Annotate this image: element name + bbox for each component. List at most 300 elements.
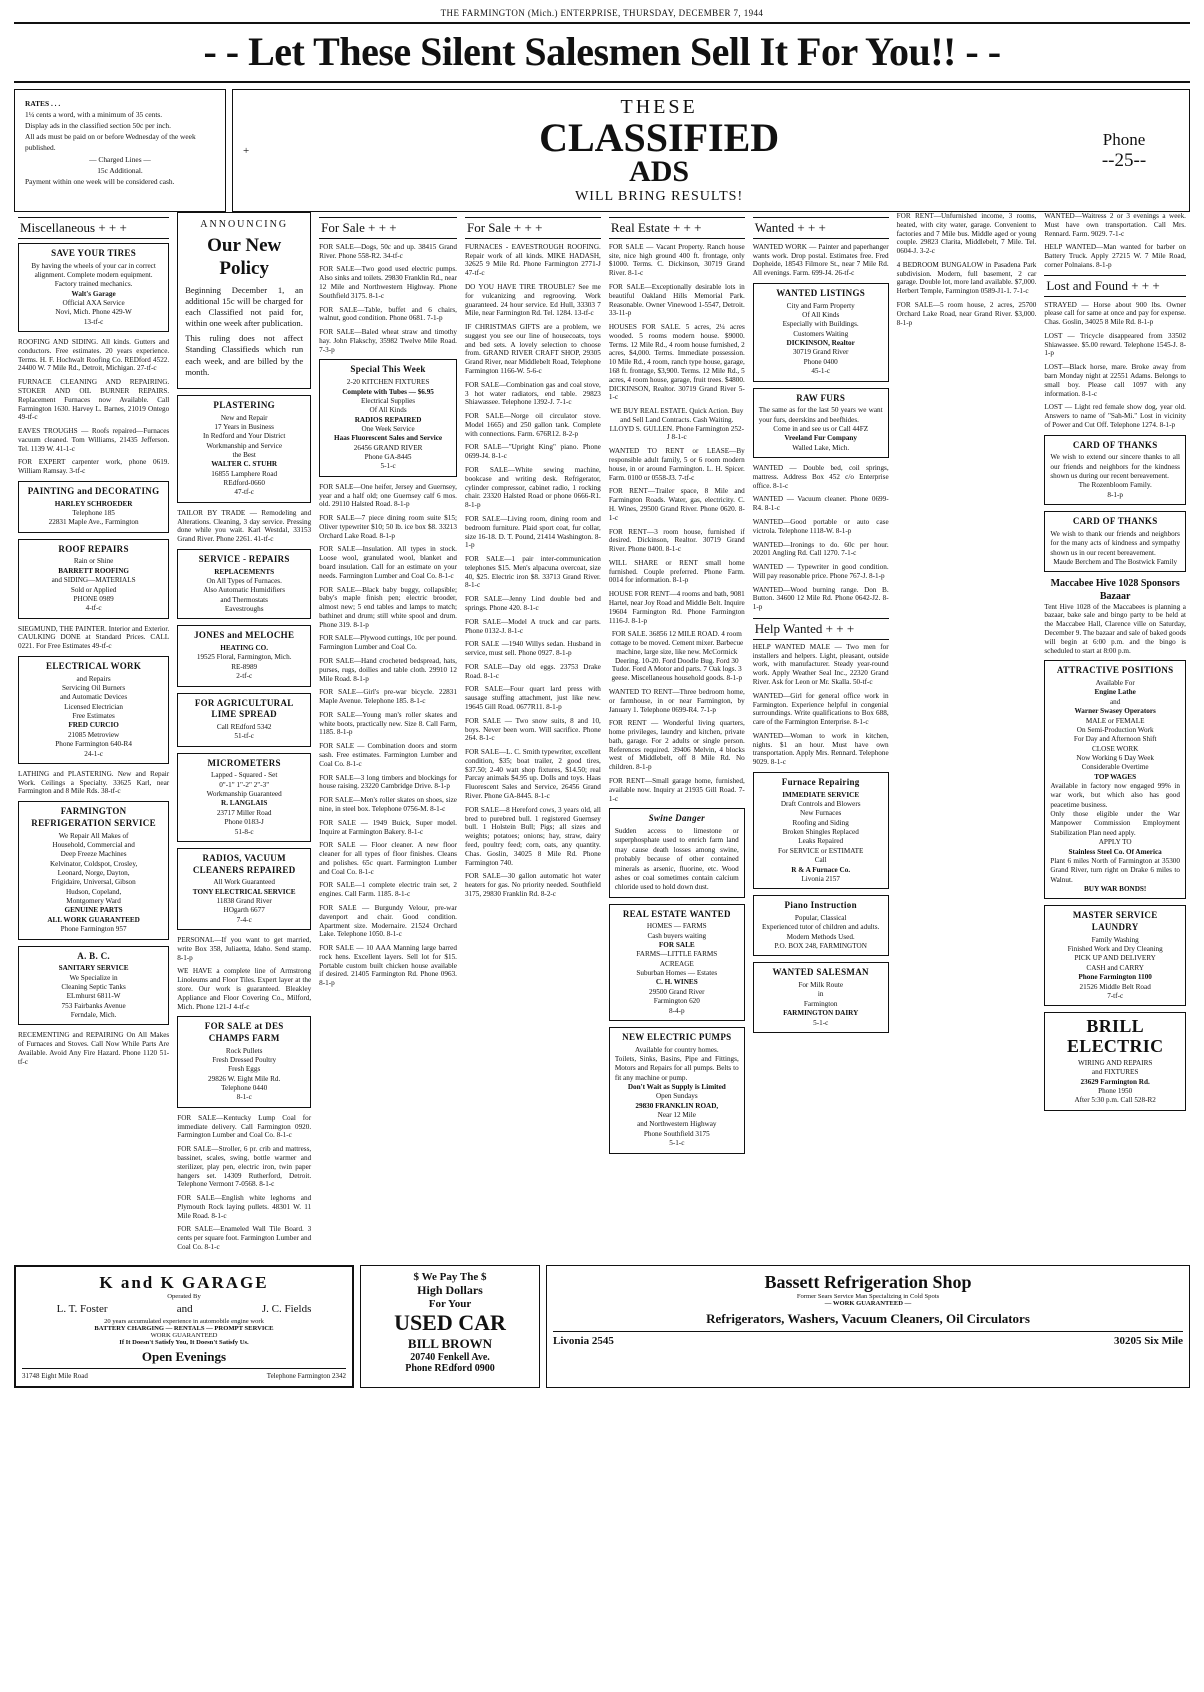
rule-under-headline bbox=[14, 81, 1190, 83]
ad-box-line: 21085 Metroview bbox=[67, 730, 120, 739]
ad-box-code: 13-tf-c bbox=[83, 317, 104, 326]
master-laundry-box bbox=[1044, 905, 1186, 1006]
ad-box-line: 0"-1" 1"-2" 2"-3" bbox=[219, 780, 270, 789]
ad-box-line: TONY ELECTRICAL SERVICE bbox=[192, 887, 296, 896]
ad-box-code: 2-tf-c bbox=[236, 672, 253, 681]
classified-ad: FOR SALE—Stroller, 6 pr. crib and mattress, bassinet, scales, swing, bottle warmer and sterilizer, play pen, electric iron, twin paper hangers set. 14309 Rutherford, Detroit. Telephone Vermont 7-0568. 8-1-c bbox=[177, 1145, 312, 1189]
column-rent-misc bbox=[893, 212, 1041, 1257]
column-miscellaneous bbox=[14, 212, 173, 1257]
ad-box-code: 7-4-c bbox=[236, 915, 252, 924]
garage-tag: If It Doesn't Satisfy You, It Doesn't Satisfy Us. bbox=[119, 1338, 249, 1346]
ad-box-line: 30719 Grand River bbox=[792, 348, 849, 357]
swine-danger-box bbox=[609, 808, 745, 897]
rates-line: Payment within one week will be considered cash. bbox=[25, 176, 175, 186]
ad-box-line: in bbox=[817, 990, 824, 999]
classified-ad: FOR SALE—Table, buffet and 6 chairs, walnut, good condition. Phone 0681. 7-1-p bbox=[319, 305, 457, 323]
ad-box-line: TOP WAGES bbox=[1094, 772, 1137, 781]
classified-ad: FOR SALE—8 Hereford cows, 3 years old, all bred to purebred bull. 1 registered Guernsey bull. 1 Holstein Bull; Pigs; all sizes and weights; potatoes; onions; hay, straw, dairy feed, poultry feed; corn, oats, any quantity. Chas. Goslin, 34025 8 Mile Rd. Phone Farmington 740. bbox=[464, 805, 601, 867]
garage-evenings: Open Evenings bbox=[141, 1348, 227, 1364]
card-of-thanks-1 bbox=[1044, 435, 1186, 505]
pumps-line: Near 12 Mile bbox=[657, 1111, 696, 1120]
ad-box-line: Phone 1950 bbox=[1098, 1086, 1133, 1095]
usedcar-line: $ We Pay The $ bbox=[413, 1270, 487, 1283]
classified-ad: FOR SALE—Living room, dining room and bedroom furniture. Plaid sport coat, fur collar, size 16-18. D. T. Pound, 21414 Washington. 8-1-p bbox=[464, 514, 601, 550]
re-box-line: HOMES — FARMS bbox=[646, 922, 707, 931]
ad-box bbox=[177, 625, 311, 686]
re-box-line: C. H. WINES bbox=[655, 978, 698, 987]
classified-ad: FOR SALE. 36856 12 MILE ROAD. 4 room cottage to be moved. Cement mixer. Barbecue machine, large size, like new. McCormick Deering. 10-20. Ford Doodle Bug. Ford 30 Tudor. Ford A Motor and parts. 7 Oak logs. 3 geese. Miscellaneous household goods. 8-1-p bbox=[610, 630, 744, 683]
classified-ad: FOR SALE—Black baby buggy, collapsible; baby's maple finish pen; electric brooder, almost new; 5 end tables and lamps to match; bathinet and drum; still white spool and drum. Phone 319. 8-1-p bbox=[319, 585, 457, 629]
ad-box bbox=[18, 539, 169, 619]
re-box-code: 8-4-p bbox=[669, 1006, 685, 1015]
ad-box-line: Engine Lathe bbox=[1094, 688, 1136, 697]
classified-ad: FOR SALE—Men's roller skates on shoes, size nine, in steel box. Telephone 0756-M. 8-1-c bbox=[319, 796, 457, 813]
ad-box-line: Come in and see us or Call 44FZ bbox=[773, 424, 869, 433]
ad-box-line: On All Types of Furnaces. bbox=[206, 577, 282, 585]
ad-box-line: Stainless Steel Co. Of America bbox=[1068, 847, 1162, 856]
ad-box-line: Phone Farmington 640-R4 bbox=[55, 740, 132, 749]
ad-box-line: Eavestroughs bbox=[224, 605, 264, 614]
classified-ad: FOR SALE —1940 Willys sedan. Husband in service, must sell. Phone 0927. 8-1-p bbox=[464, 640, 601, 658]
ad-box-title: A. B. C. bbox=[77, 950, 110, 961]
banner-phone bbox=[1069, 130, 1179, 172]
rates-line: All ads must be paid on or before Wednesday of the week published. bbox=[25, 132, 196, 153]
classified-ad: HOUSES FOR SALE. 5 acres, 2¼ acres wooded. 5 rooms modern house. $9000. Terms. 12 Mile Rd., 4 room house furnished, 2 acres, $4,000. Terms. Immediate possession. 10 Mile Rd., 4 room, ranch type house, garage, 168 ft. frontage, $3,900. Terms. 12 Mile Rd., 5 acres, 4 room house, garage, fruit trees. $4800. DICKINSON, Realtor. 30719 Grand River 5-1-c bbox=[608, 323, 745, 402]
classified-ad: FOR SALE — 1949 Buick, Super model. Inquire at Farmington Bakery. 8-1-c bbox=[319, 818, 457, 836]
ad-box-line: Telephone 185 bbox=[72, 509, 115, 518]
section-heading-real-estate: Real Estate + + + bbox=[609, 217, 745, 239]
classified-ad: FURNACES - EAVESTROUGH ROOFING. Repair work of all kinds. MIKE HADASH, 32625 9 Mile Rd. Phone Farmington 2771-J 47-tf-c bbox=[464, 242, 601, 278]
ad-box-line: APPLY TO bbox=[1098, 838, 1132, 847]
usedcar-address: 20740 Fenkell Ave. bbox=[410, 1351, 490, 1363]
classified-ad: LOST — Tricycle disappeared from 33502 Shiawassee. $5.00 reward. Telephone 1545-J. 8-1-p bbox=[1044, 331, 1186, 358]
ad-box-line: For Day and Afternoon Shift bbox=[1073, 735, 1157, 744]
classified-ad: WANTED TO RENT or LEASE—By responsible adult family, 5 or 6 room modern house, in or around Farmington. L. H. Spicer. Farm. 0100 or 0558-J3. 7-tf-c bbox=[608, 447, 745, 482]
ad-box-title: BRILL ELECTRIC bbox=[1066, 1016, 1164, 1057]
rates-line: — Charged Lines — bbox=[89, 154, 151, 164]
classified-ad: FOR SALE—Girl's pre-war bicycle. 22831 Maple Avenue. Telephone 185. 8-1-c bbox=[319, 688, 457, 706]
classified-ad: FOR SALE—"Upright King" piano. Phone 0699-J4. 8-1-c bbox=[464, 443, 601, 461]
ad-box-line: MALE or FEMALE bbox=[1085, 716, 1145, 725]
section-heading-for-sale: For Sale + + + bbox=[319, 217, 457, 239]
ad-box bbox=[177, 848, 311, 930]
usedcar-line: High Dollars bbox=[417, 1282, 483, 1297]
ad-box-line: For SERVICE or ESTIMATE bbox=[777, 846, 864, 855]
ad-box-code: 5-1-c bbox=[813, 1018, 829, 1027]
bassett-address: 30205 Six Mile bbox=[1113, 1334, 1183, 1347]
classified-ad: FOR SALE — Burgundy Velour, pre-war davenport and chair. Good condition. Apartment size. Modernaire. 21524 Orchard Lake. Telephone 1050. 8-1-c bbox=[319, 903, 457, 939]
column-for-sale-a bbox=[315, 212, 461, 1257]
usedcar-phone: Phone REdford 0900 bbox=[405, 1362, 495, 1374]
ad-box-code: 47-tf-c bbox=[234, 488, 254, 497]
classified-ad: FOR SALE — Floor cleaner. A new floor cleaner for all types of floor finishes. Cleans and polishes. 65c quart. Farmington Lumber and Coal Co. 8-1-c bbox=[319, 841, 457, 876]
classified-ad: HELP WANTED MALE — Two men for installers and helpers. Light, pleasant, outside work, with manufacturer. Steady year-round work. Apply Weather Seal Inc., 22320 Grand River. Ask for Leon or Mr. Skalla. 50-tf-c bbox=[752, 642, 889, 686]
special-line: RADIOS REPAIRED bbox=[354, 415, 422, 424]
classified-ad: LATHING and PLASTERING. New and Repair Work. Ceilings a Specialty. 33625 Karl, near Farmington and 8 Mile Rds. 38-tf-c bbox=[18, 769, 170, 796]
classified-ad: FOR SALE—Exceptionally desirable lots in beautiful Oakland Hills Memorial Park. Reasonable. Owner Vinewood 1-5547, Detroit. 33-11-p bbox=[608, 282, 745, 318]
special-line: Phone GA-8445 bbox=[364, 453, 412, 462]
section-heading-lost-found: Lost and Found + + + bbox=[1044, 275, 1186, 297]
classified-ad: EAVES TROUGHS — Roofs repaired—Furnaces vacuum cleaned. Tom Williams, 21435 Jefferson. Tel. 1139 W. 41-1-c bbox=[18, 427, 170, 453]
plus-icon: + bbox=[243, 144, 250, 157]
ad-box-title: ATTRACTIVE POSITIONS bbox=[1056, 665, 1174, 676]
special-line: One Week Service bbox=[361, 424, 415, 433]
ad-box-line: and FIXTURES bbox=[1091, 1068, 1139, 1077]
brill-electric-box bbox=[1044, 1012, 1186, 1110]
re-box-line: Farmington 620 bbox=[653, 997, 700, 1006]
classified-ad: FOR SALE—Jenny Lind double bed and springs. Phone 420. 8-1-c bbox=[464, 595, 601, 612]
ad-box-line: the Best bbox=[232, 451, 256, 460]
ad-box-line: Walt's Garage bbox=[71, 289, 116, 298]
classified-ad: FOR SALE—Norge oil circulator stove. Model 1665) and 250 gallon tank. Complete with connections. Farm. 676R12. 8-2-p bbox=[464, 412, 601, 438]
classified-ad: WANTED—Girl for general office work in Farmington. Experience helpful in congenial surroundings. Write qualifications to Box 688, care of the Farmington Enterprise. 8-1-c bbox=[752, 691, 889, 727]
thanks-title: CARD OF THANKS bbox=[1072, 516, 1158, 527]
classified-ad: LOST — Light red female show dog, year old. Answers to name of "Sah-Mi." Lost in vicinity of Power and Cut Off. Telephone 1274. 8-1-p bbox=[1044, 403, 1186, 429]
re-box-line: FARMS—LITTLE FARMS bbox=[636, 950, 718, 959]
thanks-sign: Maude Berchem and The Bostwick Family bbox=[1053, 557, 1178, 566]
special-line: 2-20 KITCHEN FIXTURES bbox=[346, 378, 430, 387]
ad-box-line: Rain or Shine bbox=[73, 557, 114, 566]
ad-box-line: and Automatic Devices bbox=[60, 693, 128, 702]
bottom-ads-row bbox=[0, 1265, 1204, 1388]
ad-box-line: BUY WAR BONDS! bbox=[1084, 884, 1147, 893]
classified-banner-text bbox=[249, 96, 1069, 205]
ad-box-line: Call REdford 5342 bbox=[216, 722, 272, 731]
section-heading-miscellaneous: Miscellaneous + + + bbox=[18, 217, 169, 239]
phone-number: --25-- bbox=[1101, 149, 1147, 171]
phone-label: Phone bbox=[1102, 129, 1146, 149]
ad-box-line: HARLEY SCHROEDER bbox=[54, 499, 133, 508]
ad-box-line: For Milk Route bbox=[798, 981, 844, 990]
classified-ad: WANTED—Ironings to do. 60c per hour. 20201 Angling Rd. Call 1270. 7-1-c bbox=[752, 540, 889, 558]
special-this-week-box bbox=[319, 359, 457, 476]
ad-box-line: SANITARY SERVICE bbox=[58, 964, 129, 973]
ad-box-line: On Semi-Production Work bbox=[1076, 725, 1154, 734]
bassett-title: Bassett Refrigeration Shop bbox=[764, 1271, 972, 1292]
ad-box-title: MASTER SERVICE LAUNDRY bbox=[1072, 910, 1158, 933]
section-heading-help-wanted: Help Wanted + + + bbox=[753, 618, 889, 640]
ad-box-line: Farmington bbox=[803, 999, 838, 1008]
raw-furs-box bbox=[753, 388, 889, 458]
classified-ad: FOR SALE—Hand crocheted bedspread, hats, purses, rugs, doilies and table cloth. 29910 12 Mile Road. 8-1-p bbox=[319, 657, 457, 683]
ad-box-line: Phone 0183-J bbox=[224, 818, 264, 827]
classified-ad: FOR SALE—Plywood cuttings, 10c per pound. Farmington Lumber and Coal Co. bbox=[319, 634, 457, 652]
ad-box-line: Deep Freeze Machines bbox=[60, 850, 127, 859]
ad-box-line: R & A Furnace Co. bbox=[791, 865, 851, 874]
announcement-paragraph: Beginning December 1, an additional 15c will be charged for each Classified not paid for, within one week after publication. bbox=[185, 284, 304, 329]
ad-box-line: Workmanship and Service bbox=[206, 441, 283, 450]
classified-ad: FOR RENT — Wonderful living quarters, home privileges, laundry and kitchen, private bath, garage. For 2 adults or single person. References required. 39406 Melvin, 4 blocks west of Middlebelt, off 8 Mile Rd. No children. 8-1-p bbox=[608, 719, 745, 772]
thanks-sign: The Rozenbloom Family. bbox=[1078, 481, 1152, 490]
classified-ad: FOR SALE—Baled wheat straw and timothy hay. John Flakschy, 35982 Twelve Mile Road. 7-3-p bbox=[319, 328, 457, 354]
ad-box-line: Available For bbox=[1095, 679, 1135, 688]
ad-box-title: PAINTING and DECORATING bbox=[27, 486, 160, 496]
bassett-sub: Former Sears Service Man Specializing in Cold Spots bbox=[796, 1292, 940, 1300]
classified-ad: WILL SHARE or RENT small home furnished. Couple preferred. Phone Farm. 0014 for information. 8-1-p bbox=[608, 558, 745, 585]
pumps-line: Don't Wait as Supply is Limited bbox=[627, 1083, 726, 1091]
ad-box-line: Lapped - Squared - Set bbox=[211, 771, 278, 780]
ad-box-line: Workmanship Guaranteed bbox=[206, 790, 282, 799]
classified-ad: FOR SALE—Insulation. All types in stock. Loose wool, granulated wool, blanket and board insulation. Call for an estimate on your needs. Farmington Lumber and Coal Co. 8-1-c bbox=[319, 545, 457, 580]
ad-box-line: Call bbox=[814, 856, 827, 865]
bassett-guarantee: — WORK GUARANTEED — bbox=[824, 1299, 912, 1307]
banner-ads: ADS bbox=[629, 155, 690, 188]
classified-ad: FOR SALE—One heifer, Jersey and Guernsey, year and a half old; one Guernsey calf 6 mos. old. 29110 Halsted Road. 8-1-p bbox=[319, 482, 457, 509]
column-for-sale-b bbox=[461, 212, 605, 1257]
k-and-k-garage-ad bbox=[14, 1265, 354, 1388]
ad-box bbox=[18, 481, 169, 533]
pumps-title: NEW ELECTRIC PUMPS bbox=[622, 1031, 732, 1042]
ad-box-line: CLOSE WORK bbox=[1091, 744, 1139, 753]
ad-box-line: Considerable Overtime bbox=[1081, 763, 1149, 772]
garage-guarantee: WORK GUARANTEED bbox=[150, 1331, 218, 1339]
ad-box-code: Ferndale, Mich. bbox=[70, 1011, 117, 1020]
ad-box-line: 753 Fairbanks Avenue bbox=[61, 1001, 126, 1010]
ad-box-line: Frigidaire, Universal, Gibson bbox=[51, 878, 136, 887]
announcement-kicker: ANNOUNCING bbox=[200, 219, 289, 230]
pumps-line: Toilets, Sinks, Basins, Pipe and Fittings, Motors and Repairs for all pumps. Belts to fit any machine or pump. bbox=[614, 1054, 739, 1082]
special-line: Haas Fluorescent Sales and Service bbox=[334, 434, 443, 443]
ad-box-code: 45-1-c bbox=[811, 367, 831, 376]
bassett-phone: Livonia 2545 bbox=[553, 1334, 614, 1347]
ad-box-line: Licensed Electrician bbox=[64, 702, 124, 711]
ad-box-line: Phone Farmington 957 bbox=[60, 925, 127, 934]
banner-will-bring: WILL BRING RESULTS! bbox=[575, 189, 744, 204]
ad-box-line: Especially with Buildings. bbox=[782, 320, 859, 329]
classified-ad: FOR SALE—Dogs, 50c and up. 38415 Grand River. Phone 558-R2. 34-tf-c bbox=[319, 242, 457, 260]
ad-box-line: GENUINE PARTS bbox=[64, 906, 123, 915]
special-code: 5-1-c bbox=[380, 462, 396, 471]
ad-box-line: and bbox=[1109, 697, 1121, 706]
ad-box-line: Free Estimates bbox=[72, 712, 115, 721]
classified-ad: WE HAVE a complete line of Armstrong Linoleums and Floor Tiles. Expert layer at the store. Our work is guaranteed. Bleakley Appliance and Floor Covering Co., Milford, Mich. Phone 121-J 4-tf-c bbox=[177, 967, 312, 1011]
classified-ad: WANTED—Waitress 2 or 3 evenings a week. Must have own transportation. Call Mrs. Rennard. Farm. 9029. 7-1-c bbox=[1044, 212, 1186, 238]
classified-ad: FOR SALE—L. C. Smith typewriter, excellent condition, $35; boat trailer, 2 good tires, $37.50; 2-40 watt shop fixtures, $14.50; real Parcay animals $4.95 up. Dolls and toys. Haas Fluorescent Sales and Service, 26456 Grand River. Phone GA-8445. 8-1-c bbox=[464, 748, 601, 801]
ad-box-line: All Work Guaranteed bbox=[213, 878, 275, 887]
classified-ad: WANTED — Typewriter in good condition. Will pay reasonable price. Phone 767-J. 8-1-p bbox=[752, 563, 889, 580]
classified-ad: FURNACE CLEANING AND REPAIRING. STOKER AND OIL BURNER REPAIRS. Replacement Furnaces now Available. Call Farmington 1630. Harvey L. Barnes, 21019 Ontego 49-tf-c bbox=[18, 378, 170, 422]
ad-box-line: Household, Commercial and bbox=[52, 840, 135, 849]
section-heading-for-sale-2: For Sale + + + bbox=[465, 217, 601, 239]
classified-ad: TAILOR BY TRADE — Remodeling and Alterations. Cleaning, 3 day service. Pressing done while you wait. Karl Westdal, 33153 Grand River. Phone 2261. 41-tf-c bbox=[177, 508, 312, 544]
swine-title: Swine Danger bbox=[648, 813, 705, 824]
column-wanted bbox=[749, 212, 893, 1257]
classified-ad: FOR SALE—Model A truck and car parts. Phone 0132-J. 8-1-c bbox=[464, 617, 601, 635]
real-estate-wanted-box bbox=[609, 904, 745, 1021]
garage-title: K and K GARAGE bbox=[99, 1272, 269, 1292]
ad-box bbox=[177, 693, 311, 747]
classified-ad: FOR SALE—1 pair inter-communication telephones $15. Men's alpacuna overcoat, size 40, $25. Electric iron $8. 33713 Grand River. 8-1-c bbox=[464, 555, 601, 590]
ad-box-line: Rock Pullets bbox=[225, 1046, 263, 1055]
classified-ad: FOR SALE—English white leghorns and Plymouth Rock laying pullets. 48301 W. 11 Mile Road. 8-1-c bbox=[177, 1194, 312, 1220]
special-line: Complete with Tubes — $6.95 bbox=[342, 387, 434, 396]
ad-box-line: Vreeland Fur Company bbox=[784, 434, 858, 443]
classified-ad: FOR SALE — Vacant Property. Ranch house site, nice high ground 400 ft. frontage, only $1000. Terms. C. Dickinson, 30719 Grand River. 8-1-c bbox=[608, 242, 745, 278]
ad-box-title: SAVE YOUR TIRES bbox=[51, 247, 137, 258]
ad-box-line: Walled Lake, Mich. bbox=[792, 443, 850, 452]
classified-ad: FOR SALE—1 complete electric train set, 2 engines. Call Farm. 1185. 8-1-c bbox=[319, 881, 457, 899]
ad-box-line: Cleaning Septic Tanks bbox=[61, 982, 126, 991]
classified-ad: SIEGMUND, THE PAINTER. Interior and Exterior. CAULKING DONE at Standard Prices. CALL 0221. For Free Estimates 49-tf-c bbox=[18, 624, 170, 651]
thanks-code: 8-1-p bbox=[1107, 490, 1123, 499]
ad-box-line: Draft Controls and Blowers bbox=[780, 800, 861, 809]
ad-box-line: Popular, Classical bbox=[794, 913, 847, 922]
ad-box bbox=[18, 243, 169, 332]
ad-box-line: ALL WORK GUARANTEED bbox=[47, 915, 140, 924]
wanted-salesman-box bbox=[753, 962, 889, 1032]
column-lost-found bbox=[1040, 212, 1190, 1257]
classified-ad: FOR SALE — Combination doors and storm sash. Free estimates. Farmington Lumber and Coal Co. 8-1-c bbox=[319, 742, 457, 768]
classified-banner bbox=[232, 89, 1190, 212]
announcement-box bbox=[177, 212, 311, 389]
rates-line: 1¼ cents a word, with a minimum of 35 cents. bbox=[25, 110, 163, 120]
rates-title: RATES . . . bbox=[25, 99, 61, 108]
pumps-line: Available for country homes. bbox=[634, 1045, 719, 1054]
classified-ad: DO YOU HAVE TIRE TROUBLE? See me for vulcanizing and regrooving. Work guaranteed. 24 hour service. Ed Hull, 33303 7 Mile, near Farmington Rd. Tel. 1284. 13-tf-c bbox=[464, 282, 601, 318]
ad-box-line: Montgomery Ward bbox=[66, 897, 121, 906]
ad-box-line: Kelvinator, Coldspot, Crosley, bbox=[49, 859, 138, 868]
ad-box bbox=[177, 395, 311, 503]
classified-ad: ROOFING AND SIDING. All kinds. Gutters and conductors. Free estimates. 20 years experience. Terms. H. F. Hochwalt Roofing Co. REDford 4522. 24400 W. 7 Mile Rd., Detroit, Michigan. 27-tf-c bbox=[18, 338, 170, 373]
ad-box-title: RAW FURS bbox=[796, 392, 846, 403]
ad-box-line: Telephone 0440 bbox=[221, 1084, 268, 1093]
ad-box-line: Official AXA Service bbox=[62, 298, 125, 307]
ad-box-line: and Thermostats bbox=[220, 595, 268, 604]
ad-box-line: Modern Methods Used. bbox=[786, 932, 855, 941]
ad-box-line: Fresh Eggs bbox=[228, 1065, 261, 1074]
special-line: 26456 GRAND RIVER bbox=[353, 443, 423, 452]
ad-box-line: New and Repair bbox=[220, 413, 268, 422]
pumps-line: and Northwestern Highway bbox=[637, 1120, 717, 1129]
classified-ad: FOR EXPERT carpenter work, phone 0619. William Ramsay. 3-tf-c bbox=[18, 458, 170, 476]
ad-box-code: 7-tf-c bbox=[1107, 991, 1124, 1000]
ad-box-line: Customers Waiting bbox=[793, 329, 849, 338]
re-box-line: ACREAGE bbox=[659, 959, 694, 968]
bassett-body: Refrigerators, Washers, Vacuum Cleaners, Oil Circulators bbox=[706, 1310, 1030, 1326]
ad-box-line: Warner Swasey Operators bbox=[1074, 707, 1156, 716]
special-title: Special This Week bbox=[350, 364, 426, 375]
announcement-paragraph: This ruling does not affect Standing Classifieds which run each week, and are billed by the month. bbox=[185, 333, 304, 377]
ad-box-line: Phone 0400 bbox=[803, 357, 838, 366]
ad-box bbox=[177, 753, 311, 842]
pumps-line: Phone Southfield 3175 bbox=[643, 1129, 710, 1138]
garage-services: BATTERY CHARGING — RENTALS — PROMPT SERVICE bbox=[94, 1324, 274, 1332]
re-box-line: Suburban Homes — Estates bbox=[636, 969, 718, 978]
ad-box-line: Novi, Mich. Phone 429-W bbox=[55, 308, 132, 317]
garage-exp: 20 years accumulated experience in automobile engine work bbox=[104, 1317, 264, 1325]
ad-box-line: Of All Kinds bbox=[802, 311, 840, 320]
bassett-refrigeration-ad bbox=[546, 1265, 1190, 1388]
ad-box-line: WIRING AND REPAIRS bbox=[1077, 1058, 1153, 1067]
classified-ad: FOR SALE—3 long timbers and blockings for house raising. 23220 Cambridge Drive. 8-1-p bbox=[319, 773, 457, 791]
pumps-code: 5-1-c bbox=[669, 1139, 685, 1148]
article-title: Maccabee Hive 1028 Sponsors Bazaar bbox=[1050, 578, 1180, 602]
ad-box-line: 11838 Grand River bbox=[216, 896, 272, 905]
classified-ad: FOR SALE—Young man's roller skates and white boots, practically new. Size 8. Call Farm, 1185. 8-1-p bbox=[319, 710, 457, 737]
thanks-text: We wish to extend our sincere thanks to all our friends and neighbors for the kindness shown us during our recent bereavement. bbox=[1050, 453, 1180, 481]
ad-box-line: New Furnaces bbox=[800, 809, 842, 818]
attractive-positions-box bbox=[1044, 660, 1186, 899]
ad-box-line: Hudson, Copeland, bbox=[65, 887, 122, 896]
ad-box-line: Broken Shingles Replaced bbox=[782, 828, 859, 837]
classified-ad: IF CHRISTMAS GIFTS are a problem, we suggest you see our line of housecoats, toys and bed sets. A lovely selection to choose from. GRAND RIVER CRAFT SHOP, 29305 Grand River, near Middlebelt Road, Telephone Farmington 1166-W. 5-6-c bbox=[464, 323, 601, 376]
ad-box-line: RE-8989 bbox=[231, 662, 258, 671]
banner-classified: CLASSIFIED bbox=[539, 115, 780, 160]
ad-box-line: CASH and CARRY bbox=[1086, 963, 1144, 972]
page-headline: - - Let These Silent Salesmen Sell It For You!! - - bbox=[203, 29, 1001, 74]
ad-box-line: The same as for the last 50 years we want your furs, deerskins and beefhides. bbox=[758, 406, 883, 424]
card-of-thanks-2 bbox=[1044, 511, 1186, 572]
ad-box-line: Leaks Repaired bbox=[798, 837, 844, 846]
ad-box-line: HOgarth 6677 bbox=[223, 906, 265, 915]
ad-box-line: WALTER C. STUHR bbox=[211, 460, 278, 469]
classified-ad: FOR RENT—3 room house, furnished if desired. Dickinson, Realtor. 30719 Grand River. Phone 0400. 8-1-c bbox=[608, 527, 745, 554]
ad-box-line: In Redford and Your District bbox=[202, 432, 286, 441]
ad-box-line: Phone Farmington 1100 bbox=[1078, 973, 1152, 982]
used-car-ad bbox=[360, 1265, 540, 1388]
ad-box-line: 22831 Maple Ave., Farmington bbox=[48, 518, 139, 527]
classified-ad: HOUSE FOR RENT—4 rooms and bath, 9081 Hartel, near Joy Road and Middle Belt. Inquire 19604 Farmington Rd. Phone Farmington 1116-J. 8-1-p bbox=[608, 590, 745, 625]
ad-box-line: R. LANGLAIS bbox=[221, 799, 268, 808]
ad-box-line: After 5:30 p.m. Call 528-R2 bbox=[1074, 1096, 1156, 1105]
classified-ad: WANTED TO RENT—Three bedroom home, or farmhouse, in or near Farmington, by January 1. Telephone 0699-R4. 7-1-p bbox=[608, 688, 745, 714]
ad-box-line: FRED CURCIO bbox=[68, 721, 119, 730]
ad-box-title: PLASTERING bbox=[213, 399, 275, 410]
special-line: Of All Kinds bbox=[369, 406, 407, 415]
classified-ad: FOR SALE — 10 AAA Manning large barred rock hens. Excellent layers. Sell lot for $15. Portable custom built chicken house available if desired. 21405 Farmington Rd. Phone 0963. 8-1-p bbox=[319, 944, 457, 988]
classified-ad: RECEMENTING and REPAIRING On All Makes of Furnaces and Stoves. Call Now While Parts Are Available. Avoid Any Fire Hazard. Phone 1120 51-tf-c bbox=[18, 1031, 170, 1066]
classified-ad: WANTED — Double bed, coil springs, mattress. Address Box 452 c/o Enterprise office. 8-1-c bbox=[752, 464, 889, 490]
ad-box-title: FOR AGRICULTURAL LIME SPREAD bbox=[194, 697, 294, 720]
ad-box-line: FARMINGTON DAIRY bbox=[783, 1009, 859, 1018]
ad-box bbox=[18, 801, 169, 939]
ad-box-line: DICKINSON, Realtor bbox=[786, 339, 855, 348]
swine-text: Sudden access to limestone or superphosphate used to enrich farm land may cause death losses among swine, probably because of other contained minerals as arsenic, fluorine, etc. Wood ashes or coal sometimes contain calcium chloride used to hold down dust. bbox=[614, 827, 739, 892]
ad-box-line: HEATING CO. bbox=[220, 644, 269, 653]
ad-box-line: and SIDING—MATERIALS bbox=[51, 576, 136, 585]
furnace-repairing-box bbox=[753, 772, 889, 889]
re-box-line: Cash buyers waiting bbox=[647, 931, 707, 940]
maccabee-article bbox=[1044, 578, 1186, 655]
electric-pumps-box bbox=[609, 1027, 745, 1154]
re-box-line: FOR SALE bbox=[658, 941, 695, 949]
classified-ad: FOR RENT—Small garage home, furnished, available now. Inquiry at 21935 Gill Road. 7-1-c bbox=[608, 777, 745, 803]
column-real-estate bbox=[605, 212, 749, 1257]
ad-box-title: RADIOS, VACUUM CLEANERS REPAIRED bbox=[192, 852, 296, 875]
ad-box-title: SERVICE - REPAIRS bbox=[198, 553, 290, 564]
classified-ad: WE BUY REAL ESTATE. Quick Action. Buy and Sell Land Contracts. Cash Waiting. LLOYD S. GULLEN. Phone Farmington 252-J 8-1-c bbox=[609, 407, 744, 442]
ad-box-line: 29826 W. Eight Mile Rd. bbox=[208, 1074, 281, 1083]
pumps-line: Open Sundays bbox=[655, 1092, 698, 1101]
ad-box-title: FOR SALE at DES CHAMPS FARM bbox=[204, 1021, 284, 1043]
usedcar-line: For Your bbox=[428, 1297, 472, 1310]
section-heading-wanted: Wanted + + + bbox=[753, 217, 889, 239]
ad-box-line: Servicing Oil Burners bbox=[62, 684, 126, 692]
ad-box-line: Available in factory now engaged 99% in war work, but which also has good peacetime business. bbox=[1050, 782, 1180, 809]
garage-operated: Operated By bbox=[167, 1292, 201, 1300]
garage-and: and bbox=[176, 1302, 193, 1315]
classified-ad: FOR SALE — Two snow suits, 8 and 10, boys. Never been worn. Will sacrifice. Phone 264. 8-1-c bbox=[464, 716, 601, 743]
ad-box-line: and Repairs bbox=[76, 674, 111, 683]
ad-box bbox=[177, 1016, 311, 1108]
ad-box-title: Piano Instruction bbox=[784, 900, 857, 911]
ad-box-code: 51-tf-c bbox=[234, 732, 254, 741]
ad-box bbox=[18, 946, 169, 1026]
classified-ad: LOST—Black horse, mare. Broke away from barn Monday night at 22551 Adams. Belongs to small boy. Please call 1097 with any information. 8-1-c bbox=[1044, 363, 1186, 398]
classified-ad: FOR SALE—Enameled Wall Tile Board. 3 cents per square foot. Farmington Lumber and Coal Co. 8-1-c bbox=[177, 1225, 312, 1251]
ad-box-line: Only those eligible under the War Manpower Commission Employment Stabilization Plan need apply. bbox=[1050, 810, 1180, 837]
classified-ad: 4 BEDROOM BUNGALOW in Pasadena Park subdivision. Modern, full basement, 2 car garage. Double lot, more land available. $7,000. Herbert Temple, Farmington 0589-J1-1. 7-1-c bbox=[896, 260, 1037, 296]
